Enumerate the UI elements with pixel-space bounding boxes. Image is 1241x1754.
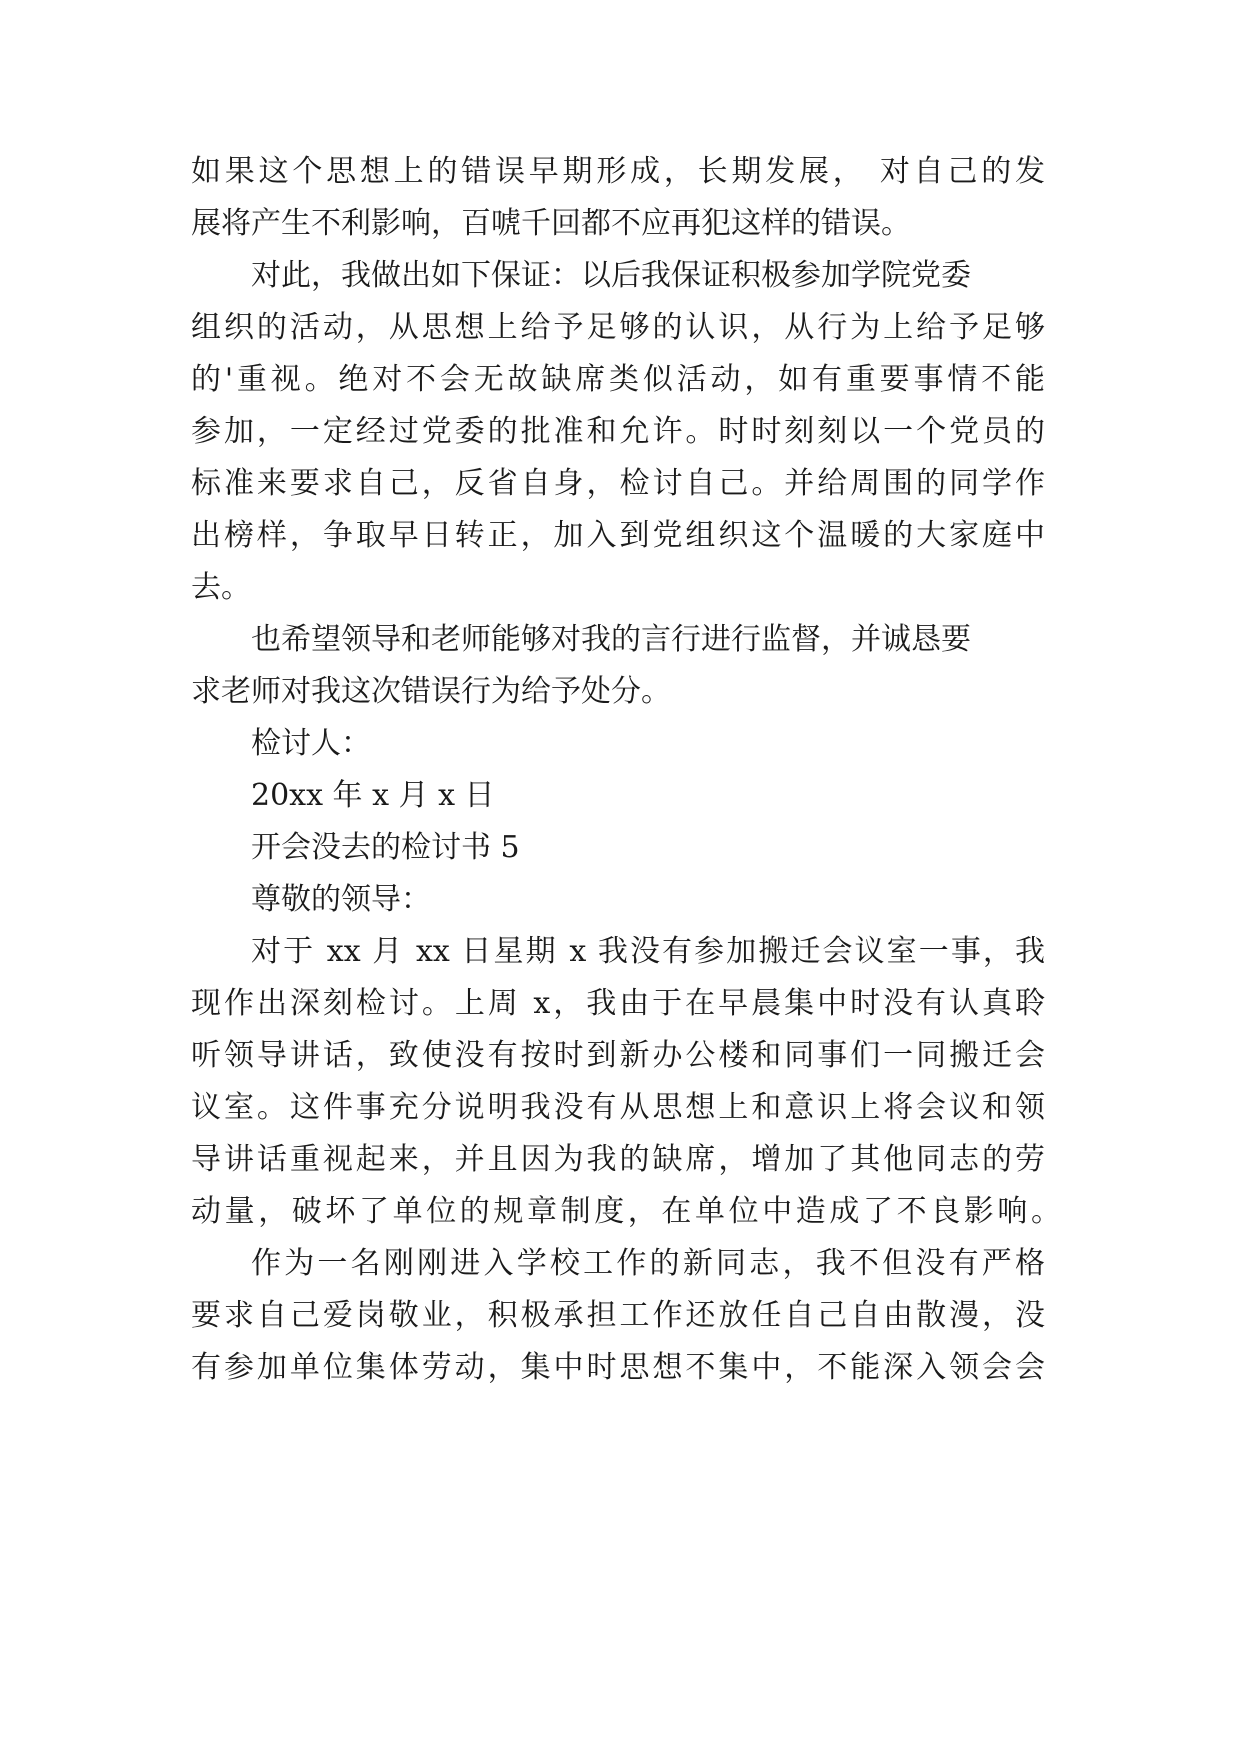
text-line: 动量，破坏了单位的规章制度，在单位中造成了不良影响。 bbox=[191, 1194, 1061, 1229]
text-line: 现作出深刻检讨。上周 x，我由于在早晨集中时没有认真聆 bbox=[191, 986, 1045, 1021]
paragraph-start-line: 对此，我做出如下保证：以后我保证积极参加学院党委 bbox=[251, 258, 971, 293]
text-line: 议室。这件事充分说明我没有从思想上和意识上将会议和领 bbox=[191, 1090, 1045, 1125]
text-line: 去。 bbox=[191, 570, 251, 605]
paragraph-start-line: 作为一名刚刚进入学校工作的新同志，我不但没有严格 bbox=[251, 1246, 1045, 1281]
text-line: 导讲话重视起来，并且因为我的缺席，增加了其他同志的劳 bbox=[191, 1142, 1045, 1177]
paragraph-start-line: 也希望领导和老师能够对我的言行进行监督，并诚恳要 bbox=[251, 622, 971, 657]
text-line: 求老师对我这次错误行为给予处分。 bbox=[191, 674, 671, 709]
text-line: 出榜样，争取早日转正，加入到党组织这个温暖的大家庭中 bbox=[191, 518, 1045, 553]
salutation: 尊敬的领导： bbox=[251, 882, 431, 917]
text-line: 组织的活动，从思想上给予足够的认识，从行为上给予足够 bbox=[191, 310, 1045, 345]
text-line: 标准来要求自己，反省自身，检讨自己。并给周围的同学作 bbox=[191, 466, 1045, 501]
text-line: 如果这个思想上的错误早期形成，长期发展， 对自己的发 bbox=[191, 154, 1045, 189]
signature-label: 检讨人： bbox=[251, 726, 371, 761]
text-line: 展将产生不利影响，百唬千回都不应再犯这样的错误。 bbox=[191, 206, 911, 241]
paragraph-start-line: 对于 xx 月 xx 日星期 x 我没有参加搬迁会议室一事，我 bbox=[251, 934, 1045, 969]
text-line: 参加，一定经过党委的批准和允许。时时刻刻以一个党员的 bbox=[191, 414, 1045, 449]
section-title: 开会没去的检讨书 5 bbox=[251, 830, 520, 865]
text-line: 有参加单位集体劳动，集中时思想不集中，不能深入领会会 bbox=[191, 1350, 1045, 1385]
text-line: 听领导讲话，致使没有按时到新办公楼和同事们一同搬迁会 bbox=[191, 1038, 1045, 1073]
text-line: 的'重视。绝对不会无故缺席类似活动，如有重要事情不能 bbox=[191, 362, 1045, 397]
text-line: 要求自己爱岗敬业，积极承担工作还放任自己自由散漫，没 bbox=[191, 1298, 1045, 1333]
date-line: 20xx 年 x 月 x 日 bbox=[251, 778, 495, 813]
